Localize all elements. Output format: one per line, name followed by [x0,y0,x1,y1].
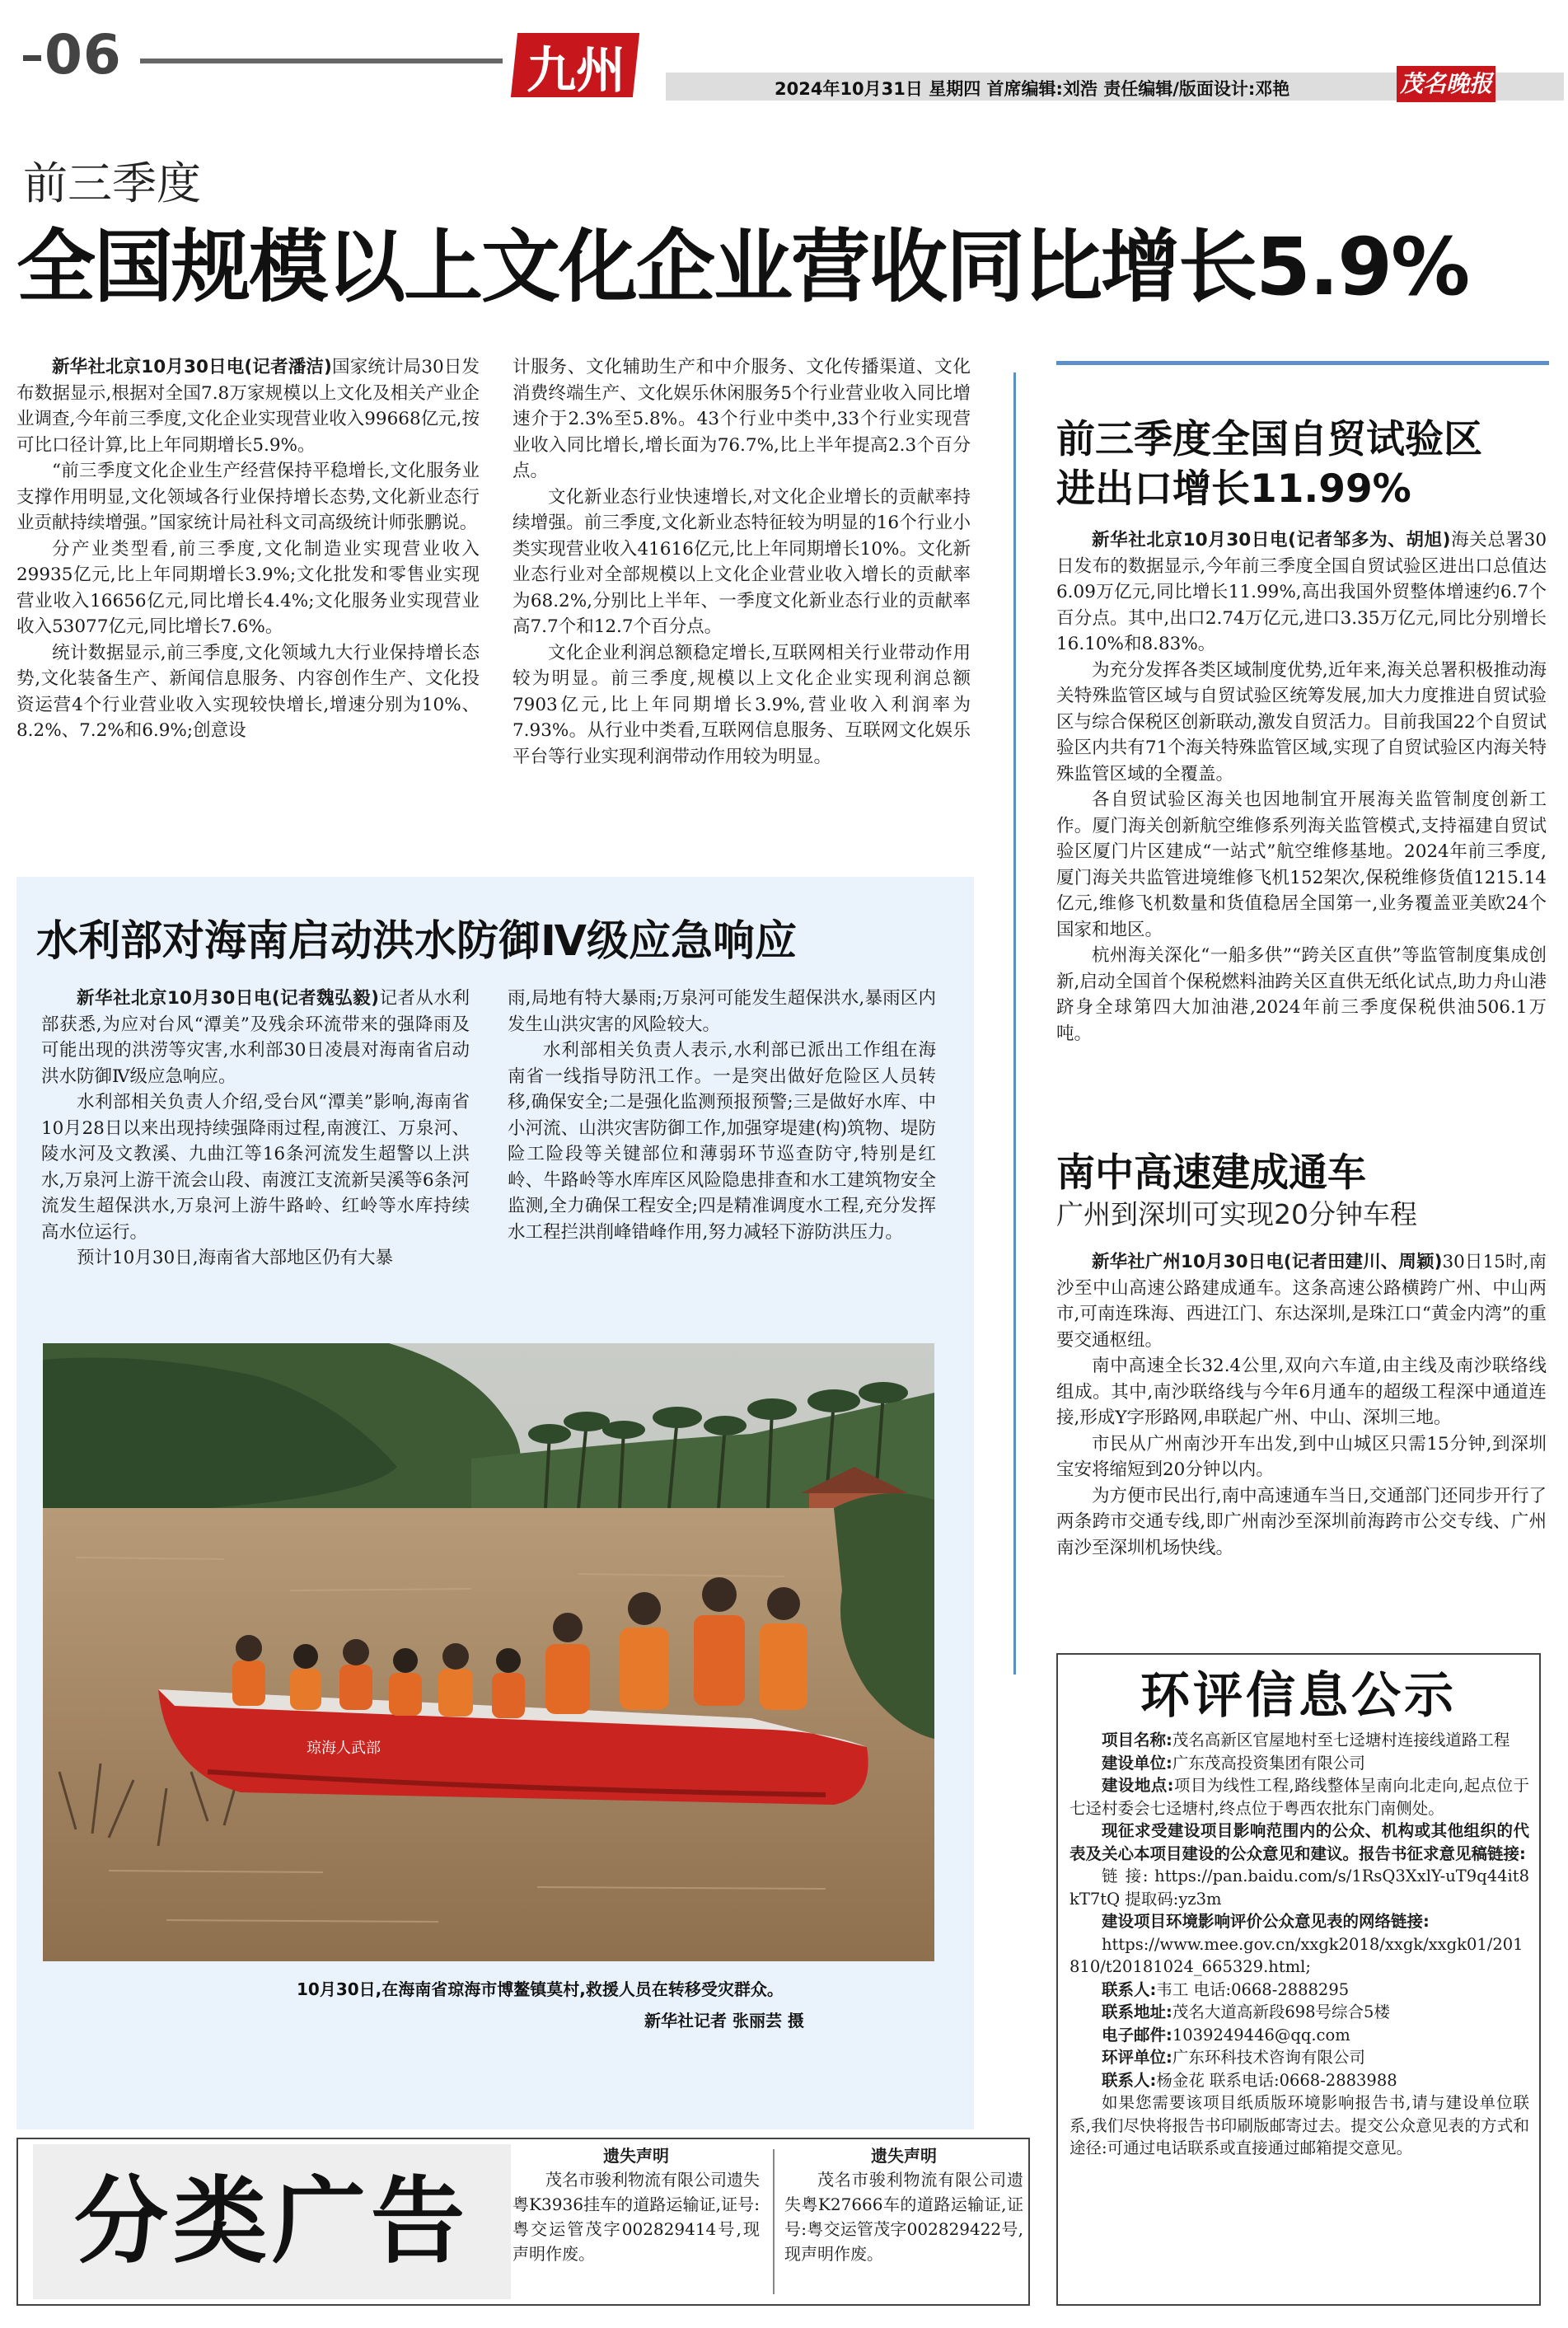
ad-2-title: 遗失声明 [871,2146,937,2166]
env-contact-1: 联系人:韦工 电话:0668-2888295 [1102,1979,1350,1999]
lead-col1-p3: 分产业类型看,前三季度,文化制造业实现营业收入29935亿元,比上年同期增长3.9%;文化批发和零售业实现营业收入16656亿元,同比增长4.4%;文化服务业实现营业收入53077亿元,同比增长7.6%。 [16,538,480,637]
highway-body [1056,1249,1547,1561]
env-item-name: 项目名称:茂名高新区官屋地村至七迳塘村连接线道路工程 [1102,1731,1510,1750]
highway-headline: 南中高速建成通车 [1056,1150,1366,1196]
highway-p4: 为方便市民出行,南中高速通车当日,交通部门还同步开行了两条跨市交通专线,即广州南沙至深圳前海跨市公交专线、广州南沙至深圳机场快线。 [1056,1485,1547,1558]
flood-col1-p2: 水利部相关负责人介绍,受台风“潭美”影响,海南省10月28日以来出现持续强降雨过程,南渡江、万泉河、陵水河及文教溪、九曲江等16条河流发生超警以上洪水,万泉河上游干流会山段、南渡江支流新吴溪等6条河流发生超保洪水,万泉河上游牛路岭、红岭等水库持续高水位运行。 [41,1092,470,1243]
env-notice-bold: 现征求受建设项目影响范围内的公众、机构或其他组织的代表及关心本项目建设的公众意见和建议。报告书征求意见稿链接: [1070,1821,1529,1863]
env-notice-title: 环评信息公示 [1140,1667,1457,1725]
highway-subhead: 广州到深圳可实现20分钟车程 [1056,1198,1417,1230]
ftz-p1: 新华社北京10月30日电(记者邹多为、胡旭)海关总署30日发布的数据显示,今年前三季度全国自贸试验区进出口总值达6.09万亿元,同比增长11.99%,高出我国外贸整体增速约6.7个百分点。其中,出口2.74万亿元,进口3.35万亿元,同比分别增长16.10%和8.83%。 [1056,530,1547,654]
brand-logo [1397,66,1495,102]
page-number [23,23,122,87]
classified-ad-2 [784,2144,1023,2266]
ftz-p4: 杭州海关深化“一船多供”“跨关区直供”等监管制度集成创新,启动全国首个保税燃料油跨关区直供无纸化试点,助力舟山港跻身全球第四大加油港,2024年前三季度保税供油506.1万吨。 [1056,945,1547,1044]
env-notice-body [1070,1729,1529,2160]
env-item-unit: 建设单位:广东茂高投资集团有限公司 [1102,1753,1365,1773]
photo-caption: 10月30日,在海南省琼海市博鳌镇莫村,救援人员在转移受灾群众。 [297,1979,784,1999]
env-link-line: 链 接: https://pan.baidu.com/s/1RsQ3XxlY-uT9q44it8kT7tQ 提取码:yz3m [1070,1867,1529,1909]
page-number-text: 06 [44,23,122,87]
flood-col1-p3: 预计10月30日,海南省大部地区仍有大暴 [77,1248,394,1268]
ftz-headline-1: 前三季度全国自贸试验区 [1056,417,1482,462]
lead-col1-p1: 新华社北京10月30日电(记者潘洁)国家统计局30日发布数据显示,根据对全国7.8万家规模以上文化及相关产业企业调查,今年前三季度,文化企业实现营业收入99668亿元,按可比口径计算,比上年同期增长5.9%。 [16,357,480,456]
ad-1-text: 茂名市骏利物流有限公司遗失粤K3936挂车的道路运输证,证号:粤交运管茂字002829414号,现声明作废。 [513,2170,760,2264]
masthead [0,0,1568,107]
ftz-body [1056,527,1547,1047]
flood-photo [43,1343,934,1961]
photo-credit: 新华社记者 张丽芸 摄 [644,2011,804,2031]
flood-col-1 [41,986,470,1272]
ad-1-title: 遗失声明 [603,2146,669,2166]
classified-ad-1 [513,2144,760,2266]
highway-p3: 市民从广州南沙开车出发,到中山城区只需15分钟,到深圳宝安将缩短到20分钟以内。 [1056,1433,1547,1480]
lead-headline: 全国规模以上文化企业营收同比增长5.9% [16,221,1469,313]
brand-logo-text: 茂名晚报 [1399,70,1492,97]
right-top-rule [1056,361,1549,365]
flood-headline: 水利部对海南启动洪水防御Ⅳ级应急响应 [36,917,798,966]
env-link[interactable]: https://pan.baidu.com/s/1RsQ3XxlY-uT9q44it8kT7tQ 提取码:yz3m [1070,1867,1529,1909]
env-form-label: 建设项目环境影响评价公众意见表的网络链接: [1102,1912,1430,1931]
flood-col1-p1: 新华社北京10月30日电(记者魏弘毅)记者从水利部获悉,为应对台风“潭美”及残余环流带来的强降雨及可能出现的洪涝等灾害,水利部30日凌晨对海南省启动洪水防御Ⅳ级应急响应。 [41,988,470,1087]
env-contact-2: 联系地址:茂名大道高新段698号综合5楼 [1102,2002,1390,2021]
ad-2-text: 茂名市骏利物流有限公司遗失粤K27666车的道路运输证,证号:粤交运管茂字002829422号,现声明作废。 [784,2170,1023,2264]
lead-col1-p4: 统计数据显示,前三季度,文化领域九大行业保持增长态势,文化装备生产、新闻信息服务、内容创作生产、文化投资运营4个行业营业收入实现较快增长,增速分别为10%、8.2%、7.2%和6.9%;创意设 [16,642,480,741]
highway-p2: 南中高速全长32.4公里,双向六车道,由主线及南沙联络线组成。其中,南沙联络线与今年6月通车的超级工程深中通道连接,形成Y字形路网,串联起广州、中山、深圳三地。 [1056,1356,1547,1428]
section-name: 九州 [527,42,625,100]
header-rule-left [140,59,503,63]
lead-col-1 [16,354,480,744]
flood-col2-p2: 水利部相关负责人表示,水利部已派出工作组在海南省一线指导防汛工作。一是突出做好危险区人员转移,确保安全;二是强化监测预报预警;三是做好水库、中小河流、山洪灾害防御工作,加强穿堤建(构)筑物、堤防险工险段等关键部位和薄弱环节巡查防守,特别是红岭、牛路岭等水库库区风险隐患排查和水工建筑物安全监测,全力确保工程安全;四是精准调度水工程,充分发挥水工程拦洪削峰错峰作用,努力减轻下游防洪压力。 [508,1040,936,1243]
flood-col2-p1: 雨,局地有特大暴雨;万泉河可能发生超保洪水,暴雨区内发生山洪灾害的风险较大。 [508,988,936,1035]
env-contact-5: 联系人:杨金花 联系电话:0668-2883988 [1102,2070,1397,2090]
ftz-headline-2: 进出口增长11.99% [1056,466,1411,512]
classified-title: 分类广告 [73,2166,470,2276]
lead-col2-p2: 文化新业态行业快速增长,对文化企业增长的贡献率持续增强。前三季度,文化新业态特征较为明显的16个行业小类实现营业收入41616亿元,比上年同期增长10%。文化新业态行业对全部规模以上文化企业营业收入增长的贡献率为68.2%,分别比上半年、一季度文化新业态行业的贡献率高7.7个和12.7个百分点。 [513,486,971,637]
lead-col-2 [513,354,971,770]
classified-divider [773,2149,775,2294]
env-contact-3: 电子邮件:1039249446@qq.com [1102,2025,1350,2045]
ftz-p3: 各自贸试验区海关也因地制宜开展海关监管制度创新工作。厦门海关创新航空维修系列海关监管模式,支持福建自贸试验区厦门片区建成“一站式”航空维修基地。2024年前三季度,厦门海关共监管进境维修飞机152架次,保税维修货值1215.14亿元,维修飞机数量和货值稳居全国第一,业务覆盖亚美欧24个国家和地区。 [1056,789,1547,940]
flood-col-2 [508,986,936,1245]
env-contact-4: 环评单位:广东环科技术咨询有限公司 [1102,2048,1365,2067]
highway-p1: 新华社广州10月30日电(记者田建川、周颖)30日15时,南沙至中山高速公路建成通车。这条高速公路横跨广州、中山两市,可南连珠海、西进江门、东达深圳,是珠江口“黄金内湾”的重要交通枢纽。 [1056,1252,1547,1351]
lead-kicker: 前三季度 [23,157,201,209]
right-column-divider [1013,372,1016,1675]
lead-col2-p3: 文化企业利润总额稳定增长,互联网相关行业带动作用较为明显。前三季度,规模以上文化企业实现利润总额7903亿元,比上年同期增长3.9%,营业收入利润率为7.93%。从行业中类看,互联网信息服务、互联网文化娱乐平台等行业实现利润带动作用较为明显。 [513,642,971,767]
env-closing: 如果您需要该项目纸质版环境影响报告书,请与建设单位联系,我们尽快将报告书印刷版邮寄过去。提交公众意见表的方式和途径:可通过电话联系或直接通过邮箱提交意见。 [1070,2093,1529,2157]
date-line: 2024年10月31日 星期四 首席编辑:刘浩 责任编辑/版面设计:邓艳 [775,79,1290,99]
env-item-location: 建设地点:项目为线性工程,路线整体呈南向北走向,起点位于七迳村委会七迳塘村,终点位于粤西农批东门南侧处。 [1070,1776,1529,1818]
lead-col1-p2: “前三季度文化企业生产经营保持平稳增长,文化服务业支撑作用明显,文化领域各行业保持增长态势,文化新业态行业贡献持续增强。”国家统计局社科文司高级统计师张鹏说。 [16,461,480,533]
env-form-link[interactable]: https://www.mee.gov.cn/xxgk2018/xxgk/xxgk01/201810/t20181024_665329.html; [1070,1934,1524,1976]
ftz-p2: 为充分发挥各类区域制度优势,近年来,海关总署积极推动海关特殊监管区域与自贸试验区统筹发展,加大力度推进自贸试验区与综合保税区创新联动,激发自贸活力。目前我国22个自贸试验区内共有71个海关特殊监管区域,实现了自贸试验区内海关特殊监管区域的全覆盖。 [1056,659,1547,785]
lead-col2-p1: 计服务、文化辅助生产和中介服务、文化传播渠道、文化消费终端生产、文化娱乐休闲服务5个行业营业收入同比增速介于2.3%至5.8%。43个行业中类中,33个行业实现营业收入同比增长,增长面为76.7%,比上半年提高2.3个百分点。 [513,357,971,481]
boat-lettering: 琼海人武部 [307,1740,381,1757]
